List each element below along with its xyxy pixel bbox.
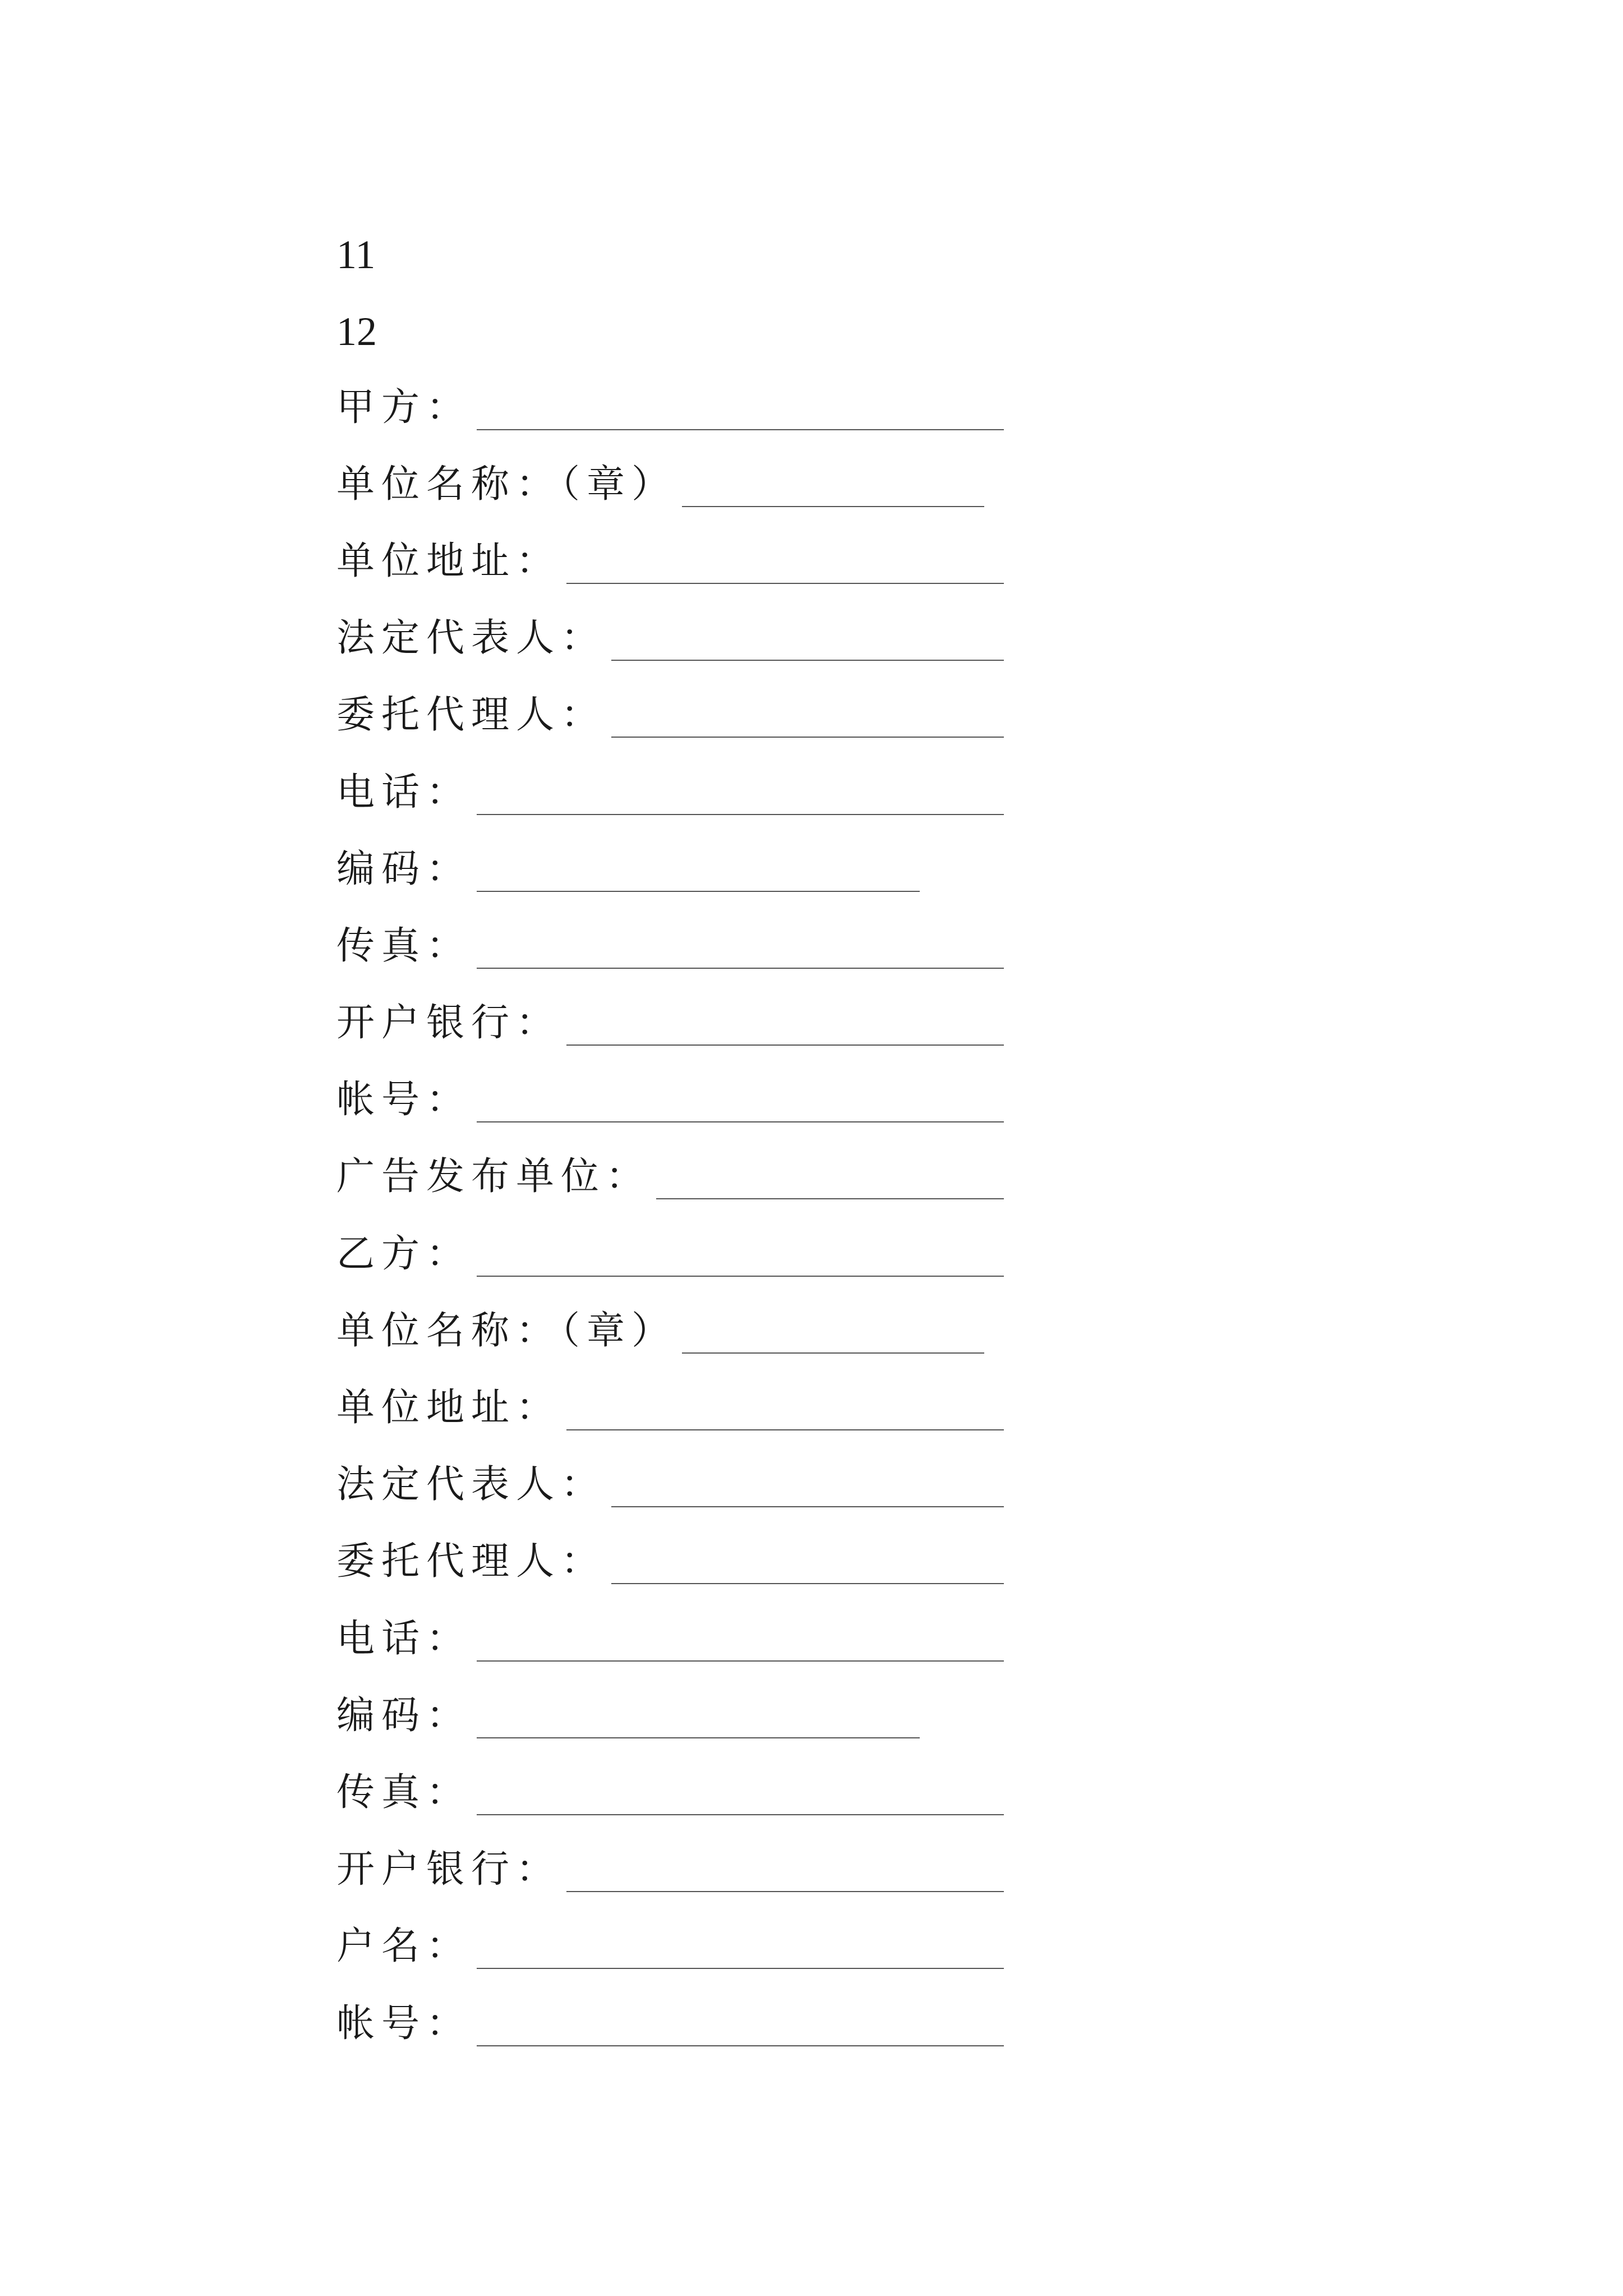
page-number: 11 <box>336 232 376 278</box>
account-number-blank[interactable] <box>477 2045 1004 2046</box>
party-b-address-line <box>336 1365 1021 1442</box>
account-name-label: 户名： <box>336 1924 472 1969</box>
party-a-phone-line <box>336 749 1021 826</box>
postcode-label: 编码： <box>336 1693 472 1738</box>
party-a-address-line <box>336 518 1021 595</box>
party-b-agent-line <box>336 1519 1021 1595</box>
company-name-seal-label: 单位名称：（章） <box>336 462 677 507</box>
fax-label: 传真： <box>336 1770 472 1815</box>
account-number-label: 帐号： <box>336 2001 472 2046</box>
company-address-label: 单位地址： <box>336 1386 561 1430</box>
phone-label: 电话： <box>336 770 472 815</box>
party-b-phone-line <box>336 1595 1021 1672</box>
authorized-agent-blank[interactable] <box>611 736 1004 738</box>
account-name-blank[interactable] <box>477 1967 1004 1969</box>
party-b-blank[interactable] <box>477 1275 1004 1277</box>
party-a-postcode-line <box>336 826 1021 903</box>
bank-blank[interactable] <box>566 1044 1004 1046</box>
authorized-agent-blank[interactable] <box>611 1582 1004 1584</box>
ad-publisher-label: 广告发布单位： <box>336 1154 651 1199</box>
legal-representative-label: 法定代表人： <box>336 1462 606 1507</box>
phone-label: 电话： <box>336 1616 472 1661</box>
fax-label: 传真： <box>336 923 472 968</box>
party-a-blank[interactable] <box>477 429 1004 430</box>
party-a-company-name-line <box>336 441 1021 518</box>
authorized-agent-label: 委托代理人： <box>336 1539 606 1584</box>
company-address-blank[interactable] <box>566 582 1004 584</box>
contract-signature-block <box>336 210 1021 2058</box>
account-number-label: 帐号： <box>336 1078 472 1122</box>
company-address-blank[interactable] <box>566 1429 1004 1430</box>
ad-publisher-blank[interactable] <box>656 1198 1004 1199</box>
account-number-blank[interactable] <box>477 1121 1004 1122</box>
party-a-account-line <box>336 1057 1021 1134</box>
legal-representative-blank[interactable] <box>611 659 1004 661</box>
party-b-postcode-line <box>336 1673 1021 1750</box>
party-b-legal-rep-line <box>336 1442 1021 1519</box>
authorized-agent-label: 委托代理人： <box>336 693 606 738</box>
company-name-blank[interactable] <box>682 505 984 507</box>
party-b-account-name-line <box>336 1903 1021 1980</box>
bank-blank[interactable] <box>566 1890 1004 1892</box>
page-number-line <box>336 287 1021 364</box>
bank-label: 开户银行： <box>336 1001 561 1046</box>
legal-representative-blank[interactable] <box>611 1506 1004 1507</box>
party-a-fax-line <box>336 903 1021 980</box>
page-number-line <box>336 210 1021 287</box>
fax-blank[interactable] <box>477 967 1004 969</box>
postcode-blank[interactable] <box>477 890 920 892</box>
company-address-label: 单位地址： <box>336 539 561 583</box>
phone-blank[interactable] <box>477 1660 1004 1662</box>
party-b-account-line <box>336 1980 1021 2057</box>
party-b-bank-line <box>336 1826 1021 1903</box>
page-number: 12 <box>336 309 377 355</box>
company-name-seal-label: 单位名称：（章） <box>336 1308 677 1353</box>
legal-representative-label: 法定代表人： <box>336 616 606 661</box>
party-b-company-name-line <box>336 1288 1021 1365</box>
bank-label: 开户银行： <box>336 1847 561 1892</box>
fax-blank[interactable] <box>477 1814 1004 1815</box>
phone-blank[interactable] <box>477 813 1004 815</box>
party-a-bank-line <box>336 980 1021 1057</box>
ad-publisher-line <box>336 1134 1021 1211</box>
party-a-legal-rep-line <box>336 595 1021 672</box>
party-a-line <box>336 364 1021 441</box>
party-b-fax-line <box>336 1750 1021 1826</box>
party-b-line <box>336 1211 1021 1287</box>
party-a-agent-line <box>336 672 1021 749</box>
company-name-blank[interactable] <box>682 1352 984 1354</box>
postcode-label: 编码： <box>336 846 472 891</box>
party-a-label: 甲方： <box>336 385 472 430</box>
party-b-label: 乙方： <box>336 1231 472 1276</box>
postcode-blank[interactable] <box>477 1737 920 1738</box>
